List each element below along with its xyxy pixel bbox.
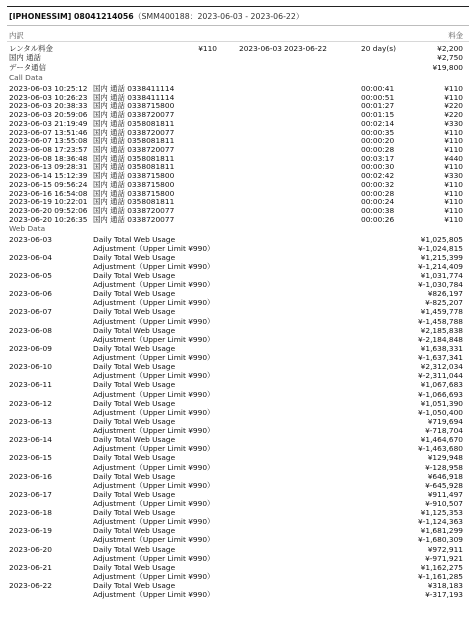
call-duration: 00:00:51 xyxy=(361,92,395,102)
web-adjust-amount: ¥-128,958 xyxy=(425,462,463,472)
summary-days: 20 day(s) xyxy=(361,43,396,53)
web-usage-amount: ¥1,459,778 xyxy=(420,307,463,317)
web-usage-label: Daily Total Web Usage xyxy=(93,581,176,591)
call-duration: 00:00:24 xyxy=(361,197,395,207)
web-adjust-amount: ¥-317,193 xyxy=(425,590,463,600)
web-adjust-label: Adjustment（Upper Limit ¥990） xyxy=(93,316,215,326)
call-duration: 00:00:28 xyxy=(361,144,395,154)
web-adjust-amount: ¥-718,704 xyxy=(425,426,463,436)
web-usage-amount: ¥826,197 xyxy=(427,289,463,299)
web-adjust-label: Adjustment（Upper Limit ¥990） xyxy=(93,280,215,290)
web-date: 2023-06-03 xyxy=(9,234,52,244)
call-duration: 00:00:35 xyxy=(361,127,395,137)
summary-label: 国内 通話 xyxy=(9,53,41,63)
web-adjust-label: Adjustment（Upper Limit ¥990） xyxy=(93,353,215,363)
web-usage-amount: ¥1,025,805 xyxy=(420,234,463,244)
web-usage-amount: ¥1,162,275 xyxy=(420,562,463,572)
web-usage-label: Daily Total Web Usage xyxy=(93,489,176,499)
web-date: 2023-06-08 xyxy=(9,325,52,335)
web-usage-label: Daily Total Web Usage xyxy=(93,343,176,353)
summary-amount: ¥2,750 xyxy=(437,53,463,63)
line-header xyxy=(7,6,469,26)
web-adjust-label: Adjustment（Upper Limit ¥990） xyxy=(93,571,215,581)
call-duration: 00:00:38 xyxy=(361,205,395,215)
summary-label: レンタル料金 xyxy=(9,43,53,53)
web-adjust-amount: ¥-2,184,848 xyxy=(418,334,463,344)
detail-column-header: 内訳 xyxy=(9,31,24,40)
web-adjust-label: Adjustment（Upper Limit ¥990） xyxy=(93,243,215,253)
call-duration: 00:00:20 xyxy=(361,136,395,146)
summary-start-date: 2023-06-03 xyxy=(239,43,282,53)
web-adjust-amount: ¥-1,124,363 xyxy=(418,517,463,527)
web-adjust-label: Adjustment（Upper Limit ¥990） xyxy=(93,480,215,490)
summary-row xyxy=(9,63,463,73)
summary-label: データ通信 xyxy=(9,62,46,72)
web-usage-amount: ¥2,185,838 xyxy=(420,325,463,335)
call-duration: 00:02:14 xyxy=(361,118,395,128)
call-row xyxy=(9,215,463,225)
call-amount: ¥110 xyxy=(444,197,463,207)
web-date: 2023-06-09 xyxy=(9,343,52,353)
call-amount: ¥220 xyxy=(444,101,463,111)
call-amount: ¥110 xyxy=(444,162,463,172)
call-description: 国内 通話 0338411114 xyxy=(93,83,175,93)
web-date: 2023-06-12 xyxy=(9,398,52,408)
web-adjust-label: Adjustment（Upper Limit ¥990） xyxy=(93,261,215,271)
call-amount: ¥110 xyxy=(444,127,463,137)
web-adjust-amount: ¥-910,507 xyxy=(425,499,463,508)
call-datetime: 2023-06-03 10:25:12 xyxy=(9,83,88,93)
call-amount: ¥110 xyxy=(444,144,463,154)
call-duration: 00:00:28 xyxy=(361,188,395,198)
call-description: 国内 通話 0338720077 xyxy=(93,144,175,154)
web-adjust-amount: ¥-825,207 xyxy=(425,298,463,308)
web-usage-label: Daily Total Web Usage xyxy=(93,398,176,408)
call-amount: ¥110 xyxy=(444,188,463,198)
call-duration: 00:01:27 xyxy=(361,101,395,111)
web-usage-amount: ¥2,312,034 xyxy=(420,362,463,372)
web-usage-label: Daily Total Web Usage xyxy=(93,416,176,426)
call-description: 国内 通話 0338715800 xyxy=(93,188,175,198)
web-usage-label: Daily Total Web Usage xyxy=(93,562,176,572)
call-duration: 00:01:15 xyxy=(361,110,395,120)
call-duration: 00:00:41 xyxy=(361,83,395,93)
web-adjust-amount: ¥-1,066,693 xyxy=(418,389,463,399)
web-date: 2023-06-13 xyxy=(9,416,52,426)
web-usage-label: Daily Total Web Usage xyxy=(93,234,176,244)
web-usage-label: Daily Total Web Usage xyxy=(93,271,176,280)
web-usage-amount: ¥318,183 xyxy=(427,581,463,591)
call-amount: ¥110 xyxy=(444,92,463,102)
web-usage-label: Daily Total Web Usage xyxy=(93,380,176,390)
call-description: 国内 通話 0358081811 xyxy=(93,118,175,128)
web-adjust-label: Adjustment（Upper Limit ¥990） xyxy=(93,426,215,436)
web-adjust-amount: ¥-1,458,788 xyxy=(418,316,463,326)
web-date: 2023-06-15 xyxy=(9,453,52,463)
web-date: 2023-06-17 xyxy=(9,489,52,499)
web-date: 2023-06-20 xyxy=(9,544,52,554)
web-usage-amount: ¥911,497 xyxy=(427,489,463,499)
call-duration: 00:00:30 xyxy=(361,162,395,172)
call-duration: 00:00:32 xyxy=(361,179,395,189)
web-usage-label: Daily Total Web Usage xyxy=(93,362,176,372)
web-adjust-amount: ¥-1,637,341 xyxy=(418,353,463,363)
web-adjust-row xyxy=(9,590,463,600)
call-description: 国内 通話 0358081811 xyxy=(93,153,175,163)
call-description: 国内 通話 0338715800 xyxy=(93,101,175,111)
summary-end-date: 2023-06-22 xyxy=(284,43,327,53)
summary-amount: ¥2,200 xyxy=(437,43,463,53)
call-datetime: 2023-06-15 09:56:24 xyxy=(9,179,88,189)
call-datetime: 2023-06-03 21:19:49 xyxy=(9,118,88,128)
call-datetime: 2023-06-07 13:55:08 xyxy=(9,136,88,146)
web-usage-amount: ¥719,694 xyxy=(427,416,463,426)
web-adjust-label: Adjustment（Upper Limit ¥990） xyxy=(93,590,215,600)
call-description: 国内 通話 0338720077 xyxy=(93,127,175,137)
summary-amount: ¥19,800 xyxy=(432,62,463,72)
web-date: 2023-06-05 xyxy=(9,271,52,280)
call-description: 国内 通話 0338715800 xyxy=(93,179,175,189)
web-usage-amount: ¥1,067,683 xyxy=(420,380,463,390)
web-adjust-amount: ¥-1,024,815 xyxy=(418,243,463,253)
header-divider xyxy=(7,41,469,42)
call-description: 国内 通話 0338720077 xyxy=(93,214,175,224)
call-duration: 00:02:42 xyxy=(361,171,395,181)
amount-column-header: 料金 xyxy=(448,31,463,40)
column-header-row xyxy=(9,31,463,41)
web-adjust-label: Adjustment（Upper Limit ¥990） xyxy=(93,334,215,344)
summary-row xyxy=(9,53,463,63)
web-usage-label: Daily Total Web Usage xyxy=(93,435,176,445)
call-datetime: 2023-06-08 17:23:57 xyxy=(9,144,88,154)
call-amount: ¥110 xyxy=(444,205,463,215)
web-date: 2023-06-06 xyxy=(9,289,52,299)
web-usage-amount: ¥1,125,353 xyxy=(420,508,463,518)
web-adjust-amount: ¥-645,928 xyxy=(425,480,463,490)
call-datetime: 2023-06-13 09:28:31 xyxy=(9,162,88,172)
call-datetime: 2023-06-03 20:59:06 xyxy=(9,110,88,120)
summary-row xyxy=(9,44,463,54)
call-description: 国内 通話 0338411114 xyxy=(93,92,175,102)
web-usage-amount: ¥1,638,331 xyxy=(420,343,463,353)
call-description: 国内 通話 0338715800 xyxy=(93,171,175,181)
web-date: 2023-06-22 xyxy=(9,581,52,591)
call-amount: ¥330 xyxy=(444,171,463,181)
web-adjust-label: Adjustment（Upper Limit ¥990） xyxy=(93,298,215,308)
web-usage-label: Daily Total Web Usage xyxy=(93,544,176,554)
web-adjust-label: Adjustment（Upper Limit ¥990） xyxy=(93,517,215,527)
web-data-title: Web Data xyxy=(9,224,46,234)
call-amount: ¥110 xyxy=(444,136,463,146)
billing-period: （SMM400188：2023-06-03 - 2023-06-22） xyxy=(133,12,304,21)
header-text xyxy=(9,12,304,22)
web-usage-amount: ¥1,031,774 xyxy=(420,271,463,280)
web-date: 2023-06-10 xyxy=(9,362,52,372)
web-adjust-amount: ¥-2,311,044 xyxy=(418,371,463,381)
web-date: 2023-06-16 xyxy=(9,471,52,481)
web-adjust-label: Adjustment（Upper Limit ¥990） xyxy=(93,535,215,545)
call-data-title: Call Data xyxy=(9,73,43,83)
web-usage-label: Daily Total Web Usage xyxy=(93,289,176,299)
web-adjust-amount: ¥-1,161,285 xyxy=(418,571,463,581)
web-usage-label: Daily Total Web Usage xyxy=(93,508,176,518)
call-datetime: 2023-06-03 10:26:23 xyxy=(9,92,88,102)
web-usage-label: Daily Total Web Usage xyxy=(93,307,176,317)
line-number: [IPHONESSIM] 08041214056 xyxy=(9,12,134,21)
call-amount: ¥440 xyxy=(444,153,463,163)
call-amount: ¥110 xyxy=(444,214,463,224)
web-date: 2023-06-11 xyxy=(9,380,52,390)
web-adjust-amount: ¥-1,463,680 xyxy=(418,444,463,454)
call-amount: ¥330 xyxy=(444,118,463,128)
web-usage-label: Daily Total Web Usage xyxy=(93,325,176,335)
call-duration: 00:00:26 xyxy=(361,214,395,224)
web-date: 2023-06-04 xyxy=(9,252,52,262)
web-adjust-label: Adjustment（Upper Limit ¥990） xyxy=(93,407,215,417)
call-description: 国内 通話 0358081811 xyxy=(93,136,175,146)
web-usage-amount: ¥1,681,299 xyxy=(420,526,463,536)
call-description: 国内 通話 0358081811 xyxy=(93,197,175,207)
call-amount: ¥220 xyxy=(444,110,463,120)
web-usage-amount: ¥1,464,670 xyxy=(420,435,463,445)
web-usage-label: Daily Total Web Usage xyxy=(93,252,176,262)
web-adjust-amount: ¥-971,921 xyxy=(425,553,463,563)
summary-unit-price: ¥110 xyxy=(198,43,217,53)
web-date: 2023-06-19 xyxy=(9,526,52,536)
call-datetime: 2023-06-14 15:12:39 xyxy=(9,171,88,181)
web-date: 2023-06-18 xyxy=(9,508,52,518)
web-date: 2023-06-14 xyxy=(9,435,52,445)
web-usage-amount: ¥972,911 xyxy=(427,544,463,554)
web-usage-amount: ¥129,948 xyxy=(427,453,463,463)
call-description: 国内 通話 0338720077 xyxy=(93,205,175,215)
web-adjust-label: Adjustment（Upper Limit ¥990） xyxy=(93,462,215,472)
web-usage-label: Daily Total Web Usage xyxy=(93,453,176,463)
web-adjust-amount: ¥-1,680,309 xyxy=(418,535,463,545)
call-amount: ¥110 xyxy=(444,83,463,93)
call-amount: ¥110 xyxy=(444,179,463,189)
web-usage-label: Daily Total Web Usage xyxy=(93,526,176,536)
web-adjust-label: Adjustment（Upper Limit ¥990） xyxy=(93,499,215,508)
web-adjust-amount: ¥-1,030,784 xyxy=(418,280,463,290)
web-adjust-label: Adjustment（Upper Limit ¥990） xyxy=(93,444,215,454)
web-usage-amount: ¥1,051,390 xyxy=(420,398,463,408)
web-adjust-label: Adjustment（Upper Limit ¥990） xyxy=(93,389,215,399)
web-usage-amount: ¥1,215,399 xyxy=(420,252,463,262)
call-duration: 00:03:17 xyxy=(361,153,395,163)
web-adjust-label: Adjustment（Upper Limit ¥990） xyxy=(93,553,215,563)
web-usage-label: Daily Total Web Usage xyxy=(93,471,176,481)
call-description: 国内 通話 0338720077 xyxy=(93,110,175,120)
call-datetime: 2023-06-03 20:38:33 xyxy=(9,101,88,111)
web-date: 2023-06-21 xyxy=(9,562,52,572)
web-usage-amount: ¥646,918 xyxy=(427,471,463,481)
call-datetime: 2023-06-20 09:52:06 xyxy=(9,205,88,215)
call-datetime: 2023-06-16 16:54:08 xyxy=(9,188,88,198)
web-adjust-label: Adjustment（Upper Limit ¥990） xyxy=(93,371,215,381)
web-adjust-amount: ¥-1,214,409 xyxy=(418,261,463,271)
call-datetime: 2023-06-07 13:51:46 xyxy=(9,127,88,137)
call-datetime: 2023-06-20 10:26:35 xyxy=(9,214,88,224)
call-datetime: 2023-06-08 18:36:48 xyxy=(9,153,88,163)
call-description: 国内 通話 0358081811 xyxy=(93,162,175,172)
web-adjust-amount: ¥-1,050,400 xyxy=(418,407,463,417)
web-date: 2023-06-07 xyxy=(9,307,52,317)
call-datetime: 2023-06-19 10:22:01 xyxy=(9,197,88,207)
